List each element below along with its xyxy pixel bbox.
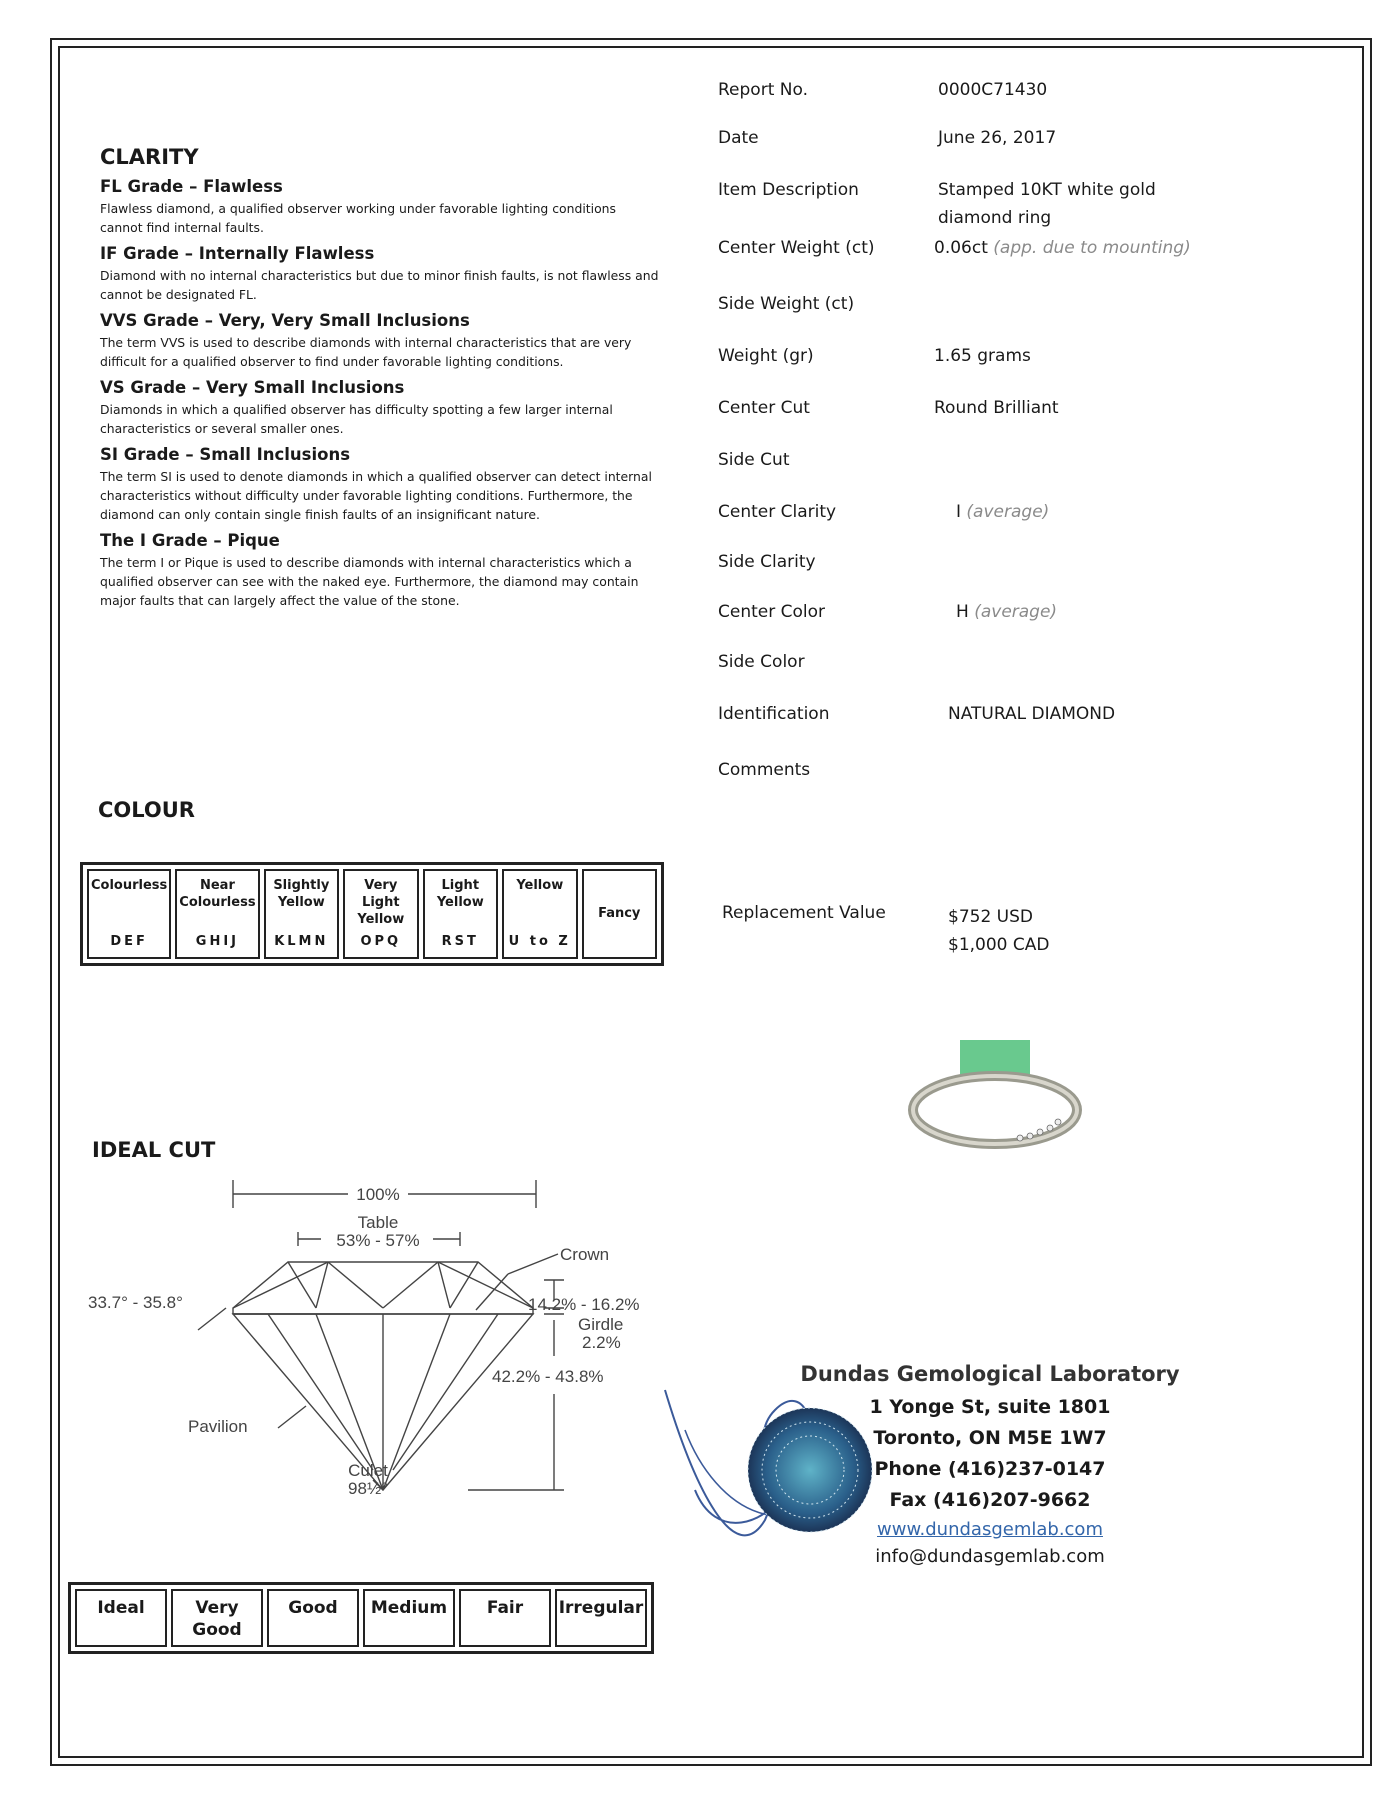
ideal-cut-diagram: [88, 1170, 648, 1500]
grade-heading: VS Grade – Very Small Inclusions: [100, 378, 405, 397]
clarity-title: CLARITY: [100, 145, 199, 169]
field-label: Center Weight (ct): [718, 238, 875, 258]
grade-description: Diamond with no internal characteristics but due to minor finish faults, is not flawless and cannot be designated FL.: [100, 268, 659, 302]
grade-description: The term SI is used to denote diamonds in which a qualified observer can detect internal characteristics without difficulty under favorable lighting conditions. Furthermore, the diamond can only contain single finish faults of an insignificant nature.: [100, 469, 652, 522]
field-note: (average): [966, 502, 1050, 522]
colour-cell-light-yellow: Light Yellow RST: [423, 869, 498, 959]
clarity-grade-i: [100, 531, 660, 610]
culet-label: Culet: [348, 1461, 388, 1480]
field-value: NATURAL DIAMOND: [948, 704, 1116, 724]
field-value: 0.06ct (app. due to mounting): [934, 238, 1191, 258]
colour-cell-near-colourless: Near Colourless GHIJ: [175, 869, 259, 959]
clarity-grade-if: [100, 244, 660, 304]
cut-grade-irregular: Irregular: [555, 1589, 647, 1647]
girdle-label: Girdle: [578, 1315, 624, 1334]
field-label: Center Clarity: [718, 502, 837, 522]
field-value: I (average): [956, 502, 1050, 522]
grade-heading: The I Grade – Pique: [100, 531, 280, 550]
field-value: 0000C71430: [938, 80, 1048, 100]
clarity-section: [100, 145, 660, 617]
field-label: Report No.: [718, 80, 808, 100]
colour-cell-fancy: Fancy: [582, 869, 657, 959]
pavilion-label: Pavilion: [188, 1417, 248, 1436]
lab-info: [780, 1362, 1200, 1570]
colour-cell-very-light-yellow: Very Light Yellow OPQ: [343, 869, 418, 959]
cut-grade-fair: Fair: [459, 1589, 551, 1647]
field-value: H (average): [956, 602, 1058, 622]
field-value: Stamped 10KT white gold diamond ring: [938, 180, 1156, 228]
culet-value-label: 98½°: [348, 1479, 388, 1498]
pavilion-depth-label: 42.2% - 43.8%: [492, 1367, 604, 1386]
colour-scale-table: [80, 862, 664, 966]
grade-heading: SI Grade – Small Inclusions: [100, 445, 351, 464]
field-value: 1.65 grams: [934, 346, 1031, 366]
colour-cell-colourless: Colourless DEF: [87, 869, 171, 959]
field-value: June 26, 2017: [938, 128, 1057, 148]
ring-photo: [900, 1040, 1090, 1160]
ideal-cut-title: IDEAL CUT: [92, 1138, 216, 1162]
table-range-label: 53% - 57%: [336, 1231, 420, 1250]
clarity-grade-fl: [100, 177, 660, 237]
lab-phone: Phone (416)237-0147: [874, 1458, 1106, 1480]
crown-height-label: 14.2% - 16.2%: [528, 1295, 640, 1314]
cut-grade-table: [68, 1582, 654, 1654]
field-label: Comments: [718, 760, 811, 780]
field-value: Round Brilliant: [934, 398, 1059, 418]
lab-website-link[interactable]: www.dundasgemlab.com: [877, 1519, 1103, 1540]
field-note: (average): [974, 602, 1058, 622]
colour-cell-slightly-yellow: Slightly Yellow KLMN: [264, 869, 339, 959]
grade-description: Diamonds in which a qualified observer has difficulty spotting a few larger internal characteristics or several smaller ones.: [100, 402, 613, 436]
crown-angle-label: 33.7° - 35.8°: [88, 1293, 183, 1312]
lab-email: info@dundasgemlab.com: [875, 1546, 1105, 1567]
field-label: Side Clarity: [718, 552, 816, 572]
field-label: Identification: [718, 704, 830, 724]
replacement-value-label: Replacement Value: [722, 903, 886, 923]
cut-grade-very-good: Very Good: [171, 1589, 263, 1647]
clarity-grade-vs: [100, 378, 660, 438]
grade-description: Flawless diamond, a qualified observer working under favorable lighting conditions cannot find internal faults.: [100, 201, 616, 235]
clarity-grade-vvs: [100, 311, 660, 371]
colour-title: COLOUR: [98, 798, 195, 822]
cut-grade-ideal: Ideal: [75, 1589, 167, 1647]
field-label: Side Color: [718, 652, 805, 672]
girdle-value-label: 2.2%: [582, 1333, 621, 1352]
cut-grade-medium: Medium: [363, 1589, 455, 1647]
field-label: Center Color: [718, 602, 826, 622]
clarity-grade-si: [100, 445, 660, 524]
field-label: Center Cut: [718, 398, 810, 418]
field-label: Side Weight (ct): [718, 294, 855, 314]
colour-cell-yellow: Yellow U to Z: [502, 869, 577, 959]
field-note: (app. due to mounting): [993, 238, 1191, 258]
field-label: Side Cut: [718, 450, 790, 470]
replacement-cad: $1,000 CAD: [948, 935, 1050, 955]
replacement-value: [948, 903, 1049, 959]
grade-description: The term VVS is used to describe diamonds with internal characteristics that are very difficult for a qualified observer to find under favorable lighting conditions.: [100, 335, 632, 369]
lab-fax: Fax (416)207-9662: [889, 1489, 1091, 1511]
table-label: Table: [357, 1213, 399, 1232]
grade-description: The term I or Pique is used to describe diamonds with internal characteristics which a qualified observer can see with the naked eye. Furthermore, the diamond may contain major faults that can largely affect the value of the stone.: [100, 555, 639, 608]
grade-heading: FL Grade – Flawless: [100, 177, 283, 196]
lab-address-line2: Toronto, ON M5E 1W7: [873, 1427, 1107, 1449]
field-label: Date: [718, 128, 759, 148]
crown-label: Crown: [560, 1245, 610, 1264]
grade-heading: VVS Grade – Very, Very Small Inclusions: [100, 311, 470, 330]
grade-heading: IF Grade – Internally Flawless: [100, 244, 375, 263]
field-label: Weight (gr): [718, 346, 814, 366]
width-label: 100%: [356, 1185, 400, 1204]
cut-grade-good: Good: [267, 1589, 359, 1647]
lab-name: Dundas Gemological Laboratory: [800, 1362, 1180, 1386]
lab-address-line1: 1 Yonge St, suite 1801: [869, 1396, 1111, 1418]
field-label: Item Description: [718, 180, 859, 200]
replacement-usd: $752 USD: [948, 907, 1033, 927]
